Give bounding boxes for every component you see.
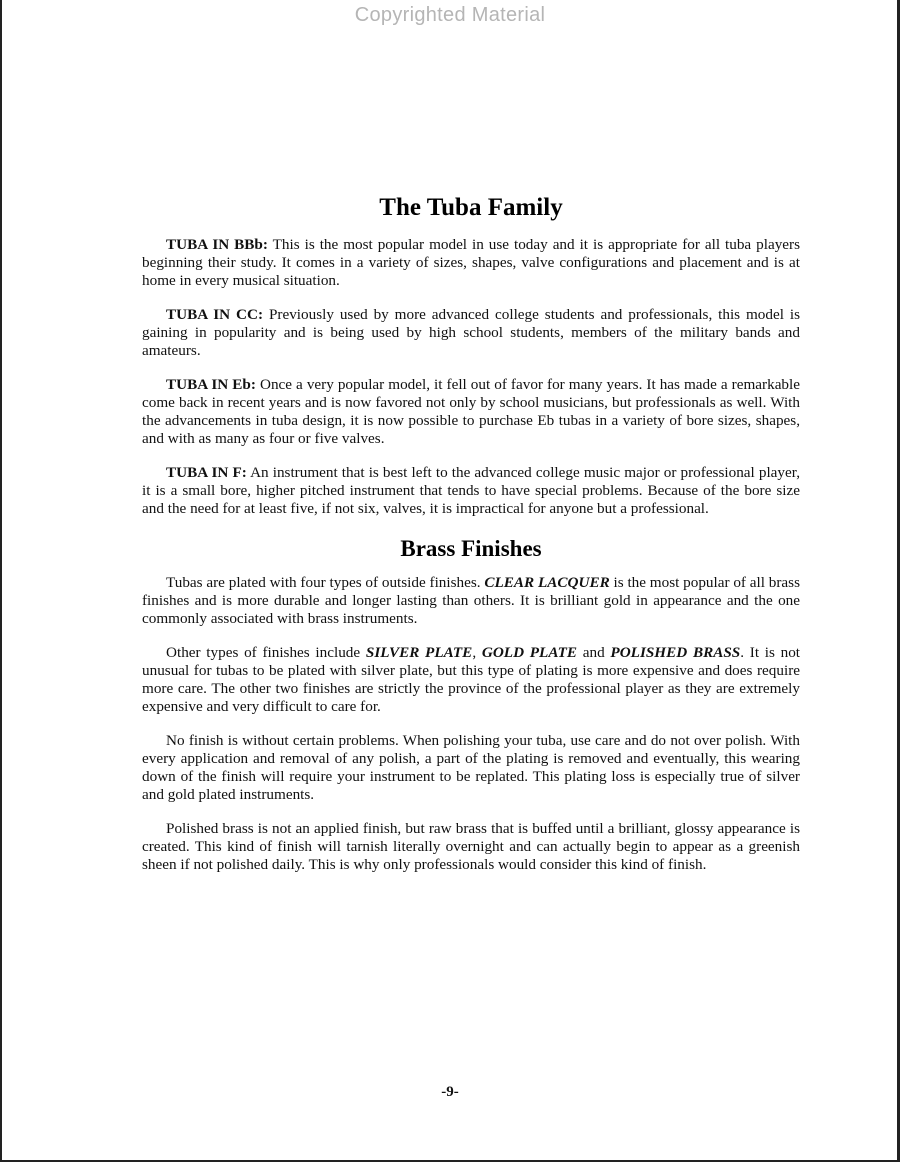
text-part: is the most popular of all brass finishes and is more durable and longer lasting than others. It is brilliant gold in appearance and the one commonly associated with brass instruments. — [142, 574, 800, 627]
term-tuba-bbb: TUBA IN BBb: — [166, 236, 268, 253]
paragraph-tuba-bbb — [142, 236, 800, 290]
paragraph-finish-problems: No finish is without certain problems. When polishing your tuba, use care and do not over polish. With every application and removal of any polish, a part of the plating is removed and eventually, this wearing down of the finish will require your instrument to be replated. This plating loss is especially true of silver and gold plated instruments. — [142, 732, 800, 803]
term-polished-brass: POLISHED BRASS — [610, 644, 741, 661]
copyright-watermark: Copyrighted Material — [354, 4, 546, 26]
text-tuba-cc: Previously used by more advanced college students and professionals, this model is gaining in popularity and is being used by high school students, members of the military bands and amateurs. — [142, 306, 800, 359]
term-clear-lacquer: CLEAR LACQUER — [484, 574, 610, 591]
section-title-brass-finishes: Brass Finishes — [400, 536, 542, 561]
paragraph-other-finishes — [142, 644, 800, 716]
text-part: . It is not unusual for tubas to be plated with silver plate, but this type of plating is more expensive and does require more care. The other two finishes are strictly the province of the professional player as they are extremely expensive and very difficult to care for. — [142, 644, 801, 715]
page-number: -9- — [441, 1084, 459, 1100]
tuba-family-section — [142, 236, 800, 518]
brass-finishes-section — [142, 574, 800, 874]
paragraph-tuba-eb — [142, 376, 800, 448]
text-tuba-eb: Once a very popular model, it fell out of favor for many years. It has made a remarkable come back in recent years and is now favored not only by school musicians, but professionals as well. With the advancements in tuba design, it is now possible to purchase Eb tubas in a variety of bore sizes, shapes, and with as many as four or five valves. — [142, 376, 800, 447]
term-tuba-cc: TUBA IN CC: — [166, 306, 264, 323]
page-body — [142, 192, 800, 890]
term-gold-plate: GOLD PLATE — [481, 644, 578, 661]
term-tuba-eb: TUBA IN Eb: — [166, 376, 256, 393]
term-silver-plate: SILVER PLATE — [365, 644, 473, 661]
paragraph-tuba-f — [142, 464, 800, 518]
paragraph-polished-brass: Polished brass is not an applied finish, but raw brass that is buffed until a brilliant, glossy appearance is created. This kind of finish will tarnish literally overnight and can actually begin to appear as a greenish sheen if not polished daily. This is why only professionals would consider this kind of finish. — [142, 820, 800, 873]
text-part: Tubas are plated with four types of outside finishes. — [166, 574, 485, 591]
text-tuba-f: An instrument that is best left to the advanced college music major or professional player, it is a small bore, higher pitched instrument that tends to have special problems. Because of the bore size and the need for at least five, if not six, valves, it is impractical for anyone but a professional. — [142, 464, 800, 517]
text-part: and — [577, 644, 611, 661]
text-tuba-bbb: This is the most popular model in use today and it is appropriate for all tuba players beginning their study. It comes in a variety of sizes, shapes, valve configurations and placement and is at home in every musical situation. — [142, 236, 800, 289]
section-title-tuba-family: The Tuba Family — [379, 194, 563, 221]
page-edge-left — [0, 0, 2, 1162]
text-part: , — [472, 644, 482, 661]
text-part: Other types of finishes include — [166, 644, 366, 661]
paragraph-clear-lacquer — [142, 574, 800, 628]
term-tuba-f: TUBA IN F: — [166, 464, 247, 481]
paragraph-tuba-cc — [142, 306, 800, 360]
